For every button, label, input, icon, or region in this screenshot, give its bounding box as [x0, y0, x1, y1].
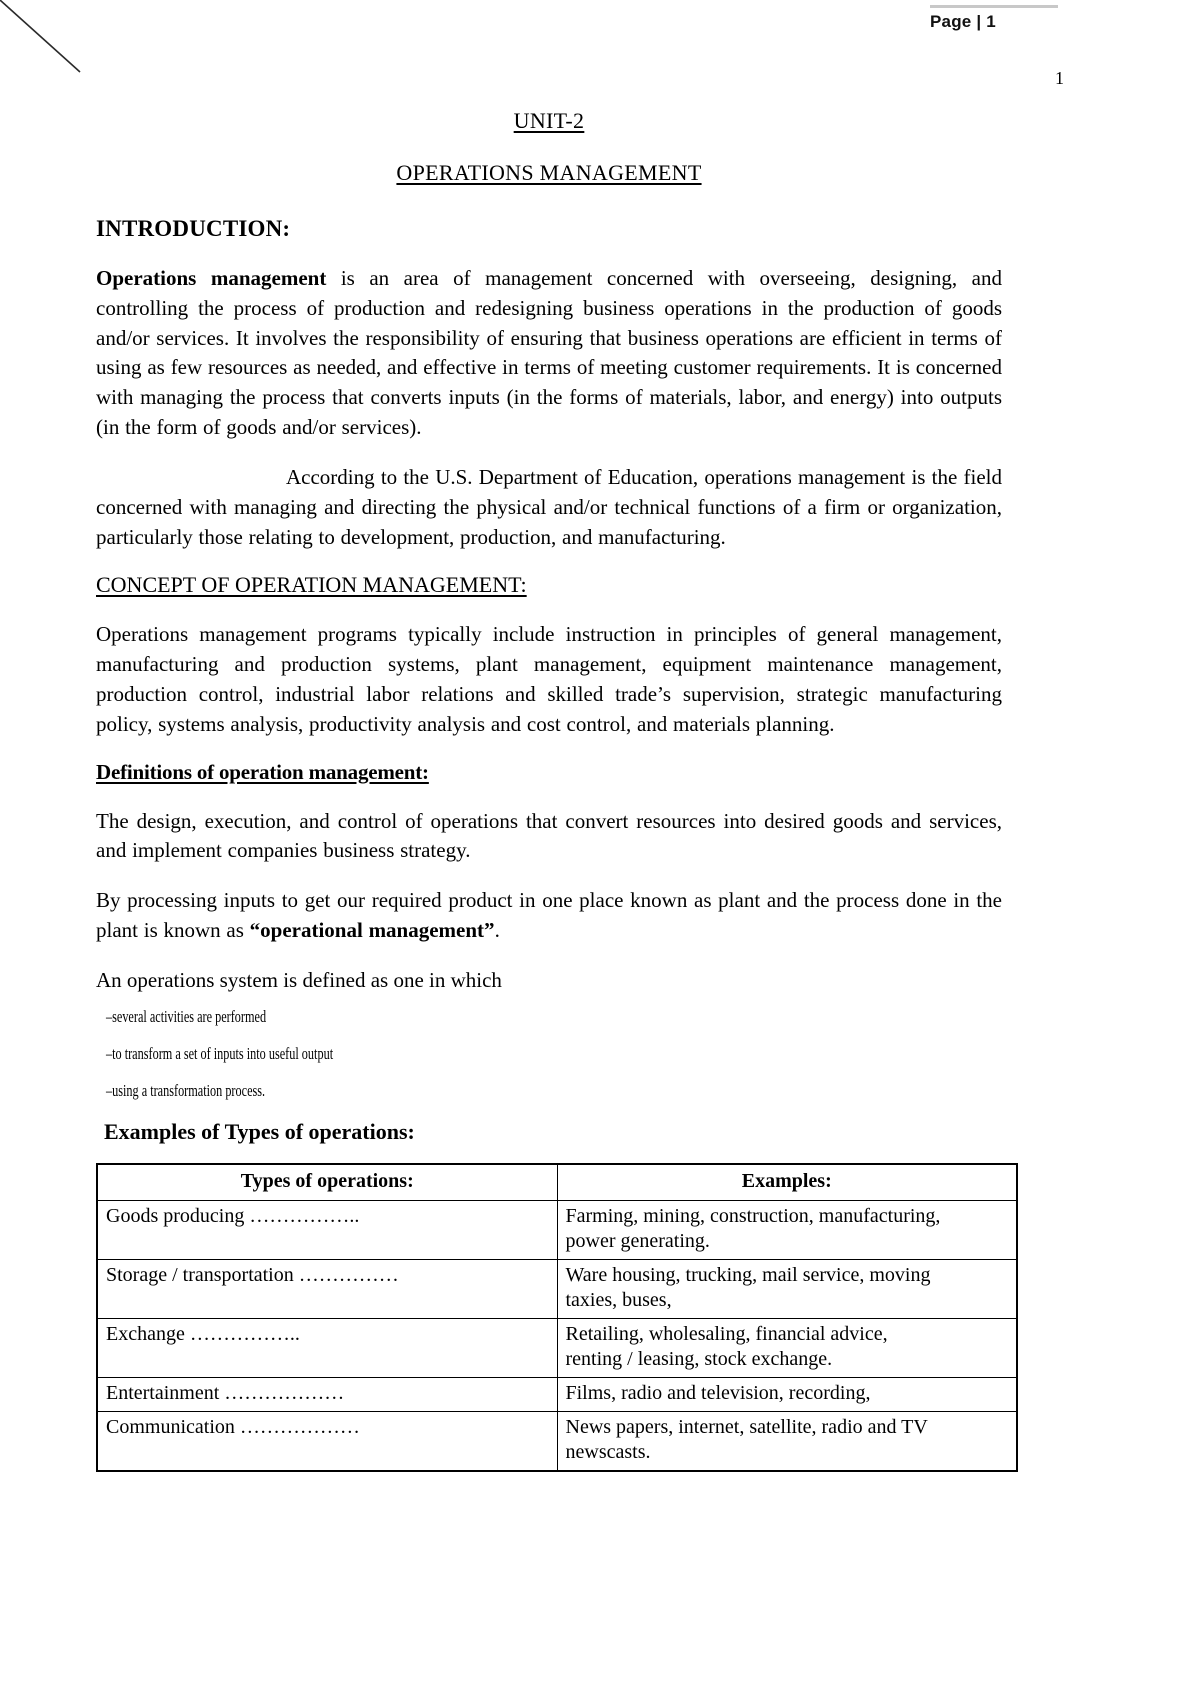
table-row [97, 1200, 1017, 1259]
according-paragraph: According to the U.S. Department of Education, operations management is the field concerned with managing and directing the physical and/or technical functions of a firm or organization, particularly those relating to development, production, and manufacturing. [96, 464, 1002, 549]
processing-text-part2: . [494, 918, 500, 942]
unit-title-text: UNIT-2 [513, 108, 585, 133]
subject-title-text: OPERATIONS MANAGEMENT [396, 160, 702, 185]
list-item: –several activities are performed [106, 1006, 267, 1026]
introduction-heading: INTRODUCTION: [96, 216, 291, 241]
cell-line: News papers, internet, satellite, radio and TV [565, 1415, 928, 1438]
cell-line: power generating. [565, 1229, 710, 1252]
cell-line: Ware housing, trucking, mail service, moving [565, 1263, 931, 1286]
cell-type: Exchange …………….. [97, 1318, 557, 1377]
scan-fold-artifact [0, 0, 90, 80]
definitions-heading [96, 760, 1002, 785]
operations-examples-table [96, 1163, 1018, 1472]
cell-type: Communication ……………… [97, 1411, 557, 1471]
examples-heading: Examples of Types of operations: [104, 1118, 415, 1144]
cell-type: Goods producing …………….. [97, 1200, 557, 1259]
operations-system-lead: An operations system is defined as one in which [96, 967, 502, 992]
cell-examples [557, 1377, 1017, 1411]
table-header-row [97, 1164, 1017, 1201]
list-item: –to transform a set of inputs into useful output [106, 1043, 334, 1063]
cell-examples [557, 1318, 1017, 1377]
concept-paragraph: Operations management programs typically include instruction in principles of general management, manufacturing and production systems, plant management, equipment maintenance management, production control, industrial labor relations and skilled trade’s supervision, strategic manufacturing policy, systems analysis, productivity analysis and cost control, and materials planning. [96, 622, 1002, 736]
concept-heading [96, 572, 1002, 598]
intro-bold-lead: Operations management [96, 266, 327, 290]
cell-examples [557, 1259, 1017, 1318]
definition-paragraph: The design, execution, and control of operations that convert resources into desired goods and services, and implement companies business strategy. [96, 808, 1002, 863]
column-header-types: Types of operations: [97, 1164, 557, 1201]
cell-examples [557, 1200, 1017, 1259]
cell-line: newscasts. [565, 1440, 651, 1463]
processing-text-part1: By processing inputs to get our required product in one place known as plant and the process done in the plant is known as [96, 888, 1002, 942]
header-divider [930, 5, 1058, 8]
table-row [97, 1377, 1017, 1411]
table-row [97, 1318, 1017, 1377]
table-row [97, 1411, 1017, 1471]
cell-line: Farming, mining, construction, manufacturing, [565, 1204, 941, 1227]
cell-line: Retailing, wholesaling, financial advice, [565, 1322, 888, 1345]
definitions-heading-text: Definitions of operation management: [96, 759, 429, 784]
cell-type: Storage / transportation …………… [97, 1259, 557, 1318]
intro-paragraph-text: is an area of management concerned with overseeing, designing, and controlling the process of production and redesigning business operations in the production of goods and/or services. It involves the responsibility of ensuring that business operations are efficient in terms of using as few resources as needed, and effective in terms of meeting customer requirements. It is concerned with managing the process that converts inputs (in the forms of materials, labor, and energy) into outputs (in the form of goods and/or services). [96, 266, 1002, 440]
operations-system-list [96, 1008, 1002, 1099]
cell-type: Entertainment ……………… [97, 1377, 557, 1411]
list-item: –using a transformation process. [106, 1080, 266, 1100]
document-content [96, 108, 1002, 1472]
page-number: 1 [1055, 68, 1064, 88]
processing-paragraph [96, 886, 1002, 946]
subject-title [96, 160, 1002, 186]
cell-line: taxies, buses, [565, 1288, 672, 1311]
cell-line: Films, radio and television, recording, [565, 1381, 871, 1404]
page-header-label: Page | 1 [930, 12, 996, 31]
unit-title [96, 108, 1002, 134]
introduction-paragraph [96, 264, 1002, 443]
column-header-examples: Examples: [557, 1164, 1017, 1201]
cell-line: renting / leasing, stock exchange. [565, 1347, 833, 1370]
table-row [97, 1259, 1017, 1318]
cell-examples [557, 1411, 1017, 1471]
concept-heading-text: CONCEPT OF OPERATION MANAGEMENT: [96, 572, 527, 598]
processing-bold-term: “operational management” [249, 918, 495, 942]
